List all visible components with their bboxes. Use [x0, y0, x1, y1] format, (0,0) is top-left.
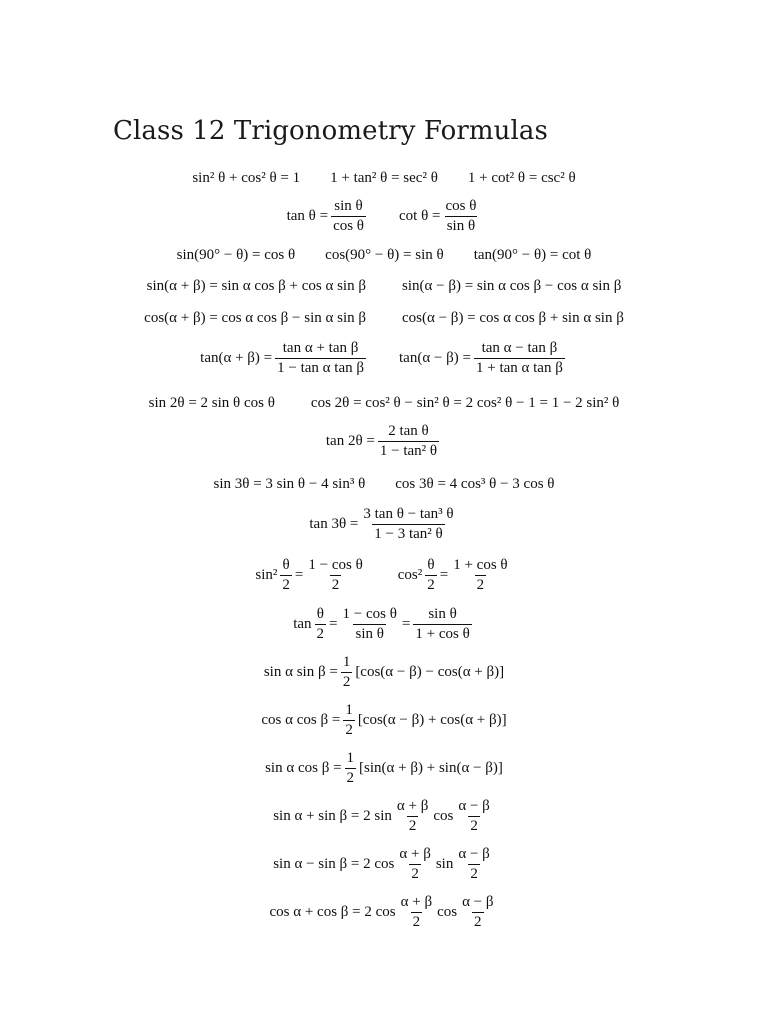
denominator: 1 − tan² θ	[379, 442, 438, 459]
denominator: 2	[476, 576, 485, 593]
formula	[273, 847, 495, 882]
formula-row	[0, 652, 768, 692]
numerator: tan α + tan β	[282, 339, 359, 356]
formula	[265, 751, 503, 786]
denominator: 2	[316, 625, 325, 642]
formula-row	[0, 383, 768, 423]
formula-text: =	[401, 615, 411, 632]
formula-row	[0, 421, 768, 461]
numerator: α − β	[458, 845, 490, 862]
formula-text: cos²	[397, 566, 423, 583]
numerator: θ	[316, 605, 324, 622]
formula	[399, 199, 481, 234]
fraction	[413, 607, 471, 642]
denominator: 1 − 3 tan² θ	[374, 525, 443, 542]
fraction	[341, 607, 399, 642]
denominator: cos θ	[333, 217, 364, 234]
formula-text: =	[439, 566, 449, 583]
formula-row	[0, 158, 768, 198]
numerator: sin θ	[334, 197, 363, 214]
formula-text: sin α + sin β = 2 sin	[273, 807, 392, 824]
formula-text: tan θ =	[286, 207, 329, 224]
formula: sin(α − β) = sin α cos β − cos α sin β	[402, 277, 622, 294]
formula	[398, 558, 513, 593]
formula: cos(α − β) = cos α cos β + sin α sin β	[402, 309, 624, 326]
formula-text: cos	[437, 903, 458, 920]
formula: 1 + tan² θ = sec² θ	[330, 169, 438, 186]
formula-text: sin α cos β =	[265, 759, 342, 776]
numerator: 1	[345, 701, 353, 718]
formula: tan(90° − θ) = cot θ	[473, 246, 592, 263]
formula-row	[0, 700, 768, 740]
formula: sin 3θ = 3 sin θ − 4 sin³ θ	[213, 475, 366, 492]
fraction	[425, 558, 437, 593]
denominator: sin θ	[355, 625, 384, 642]
fraction	[451, 558, 509, 593]
formula-row	[0, 555, 768, 595]
formula-text: sin²	[255, 566, 278, 583]
numerator: α + β	[396, 797, 429, 814]
formula: sin(α + β) = sin α cos β + cos α sin β	[146, 277, 366, 294]
formula: 1 + cot² θ = csc² θ	[467, 169, 576, 186]
formula: sin² θ + cos² θ = 1	[192, 169, 301, 186]
formula-text: tan 2θ =	[325, 432, 375, 449]
numerator: α + β	[399, 845, 431, 862]
fraction	[456, 799, 491, 834]
formula	[264, 655, 504, 690]
fraction	[275, 341, 366, 376]
formula: cos 2θ = cos² θ − sin² θ = 2 cos² θ − 1 = 1 − 2 sin² θ	[310, 394, 620, 411]
fraction	[343, 703, 355, 738]
formula	[255, 558, 367, 593]
formula-text: [cos(α − β) + cos(α + β)]	[357, 711, 507, 728]
numerator: α − β	[462, 893, 494, 910]
formula-row	[0, 844, 768, 884]
numerator: 1	[346, 749, 355, 766]
fraction	[361, 507, 455, 542]
denominator: 1 + tan α tan β	[475, 359, 563, 376]
formula-row	[0, 604, 768, 644]
fraction	[456, 847, 491, 882]
formula-text: [cos(α − β) − cos(α + β)]	[355, 663, 505, 680]
formula-text: sin	[435, 855, 454, 872]
fraction	[395, 799, 430, 834]
numerator: 2 tan θ	[388, 422, 429, 439]
formula	[261, 703, 506, 738]
denominator: 2	[470, 817, 478, 834]
formula-row	[0, 504, 768, 544]
formula-row	[0, 796, 768, 836]
page-title: Class 12 Trigonometry Formulas	[113, 116, 548, 146]
formula	[287, 199, 369, 234]
formula-text: tan 3θ =	[309, 515, 359, 532]
numerator: cos θ	[445, 197, 477, 214]
denominator: 2	[342, 673, 351, 690]
denominator: sin θ	[446, 217, 476, 234]
fraction	[474, 341, 565, 376]
formula-text: sin α sin β =	[263, 663, 338, 680]
numerator: 1 − cos θ	[308, 556, 363, 573]
denominator: 1 + cos θ	[415, 625, 470, 642]
numerator: α − β	[458, 797, 490, 814]
formula-row	[0, 748, 768, 788]
denominator: 2	[427, 576, 435, 593]
fraction	[306, 558, 364, 593]
fraction	[460, 895, 495, 930]
denominator: 2	[408, 817, 417, 834]
denominator: 2	[474, 913, 482, 930]
numerator: tan α − tan β	[481, 339, 558, 356]
formula-row	[0, 464, 768, 504]
denominator: 2	[282, 576, 290, 593]
formula-row	[0, 338, 768, 378]
formula	[200, 341, 369, 376]
denominator: 1 − tan α tan β	[277, 359, 364, 376]
fraction	[331, 199, 366, 234]
formula	[399, 341, 568, 376]
fraction	[443, 199, 478, 234]
formula: sin 2θ = 2 sin θ cos θ	[148, 394, 275, 411]
numerator: 3 tan θ − tan³ θ	[363, 505, 454, 522]
numerator: 1 + cos θ	[453, 556, 508, 573]
formula-text: [sin(α + β) + sin(α − β)]	[359, 759, 503, 776]
numerator: α + β	[400, 893, 433, 910]
formula-text: cos α cos β =	[261, 711, 341, 728]
fraction	[397, 847, 432, 882]
formula: cos 3θ = 4 cos³ θ − 3 cos θ	[395, 475, 555, 492]
formula: sin(90° − θ) = cos θ	[176, 246, 296, 263]
formula-text: cos	[433, 807, 454, 824]
fraction	[378, 424, 439, 459]
fraction	[315, 607, 327, 642]
fraction	[345, 751, 357, 786]
numerator: θ	[427, 556, 435, 573]
formula	[309, 507, 458, 542]
fraction	[280, 558, 292, 593]
numerator: 1 − cos θ	[342, 605, 397, 622]
denominator: 2	[331, 576, 340, 593]
formula-text: cot θ =	[399, 207, 441, 224]
denominator: 2	[345, 721, 353, 738]
formula	[293, 607, 475, 642]
formula-text: sin α − sin β = 2 cos	[273, 855, 395, 872]
numerator: 1	[342, 653, 351, 670]
numerator: sin θ	[428, 605, 457, 622]
fraction	[399, 895, 434, 930]
formula	[273, 799, 495, 834]
formula: cos(90° − θ) = sin θ	[325, 246, 444, 263]
formula-row	[0, 196, 768, 236]
formula-text: cos α + cos β = 2 cos	[269, 903, 396, 920]
fraction	[341, 655, 353, 690]
formula	[326, 424, 442, 459]
formula-row	[0, 892, 768, 932]
formula-text: tan(α − β) =	[399, 349, 471, 366]
denominator: 2	[346, 769, 355, 786]
formula-text: =	[329, 615, 338, 632]
formula: cos(α + β) = cos α cos β − sin α sin β	[144, 309, 366, 326]
formula-text: tan(α + β) =	[200, 349, 273, 366]
formula-text: tan	[293, 615, 312, 632]
denominator: 2	[470, 865, 478, 882]
formula	[269, 895, 498, 930]
denominator: 2	[411, 865, 419, 882]
denominator: 2	[412, 913, 421, 930]
numerator: θ	[282, 556, 290, 573]
formula-text: =	[294, 566, 304, 583]
formula-row	[0, 298, 768, 338]
